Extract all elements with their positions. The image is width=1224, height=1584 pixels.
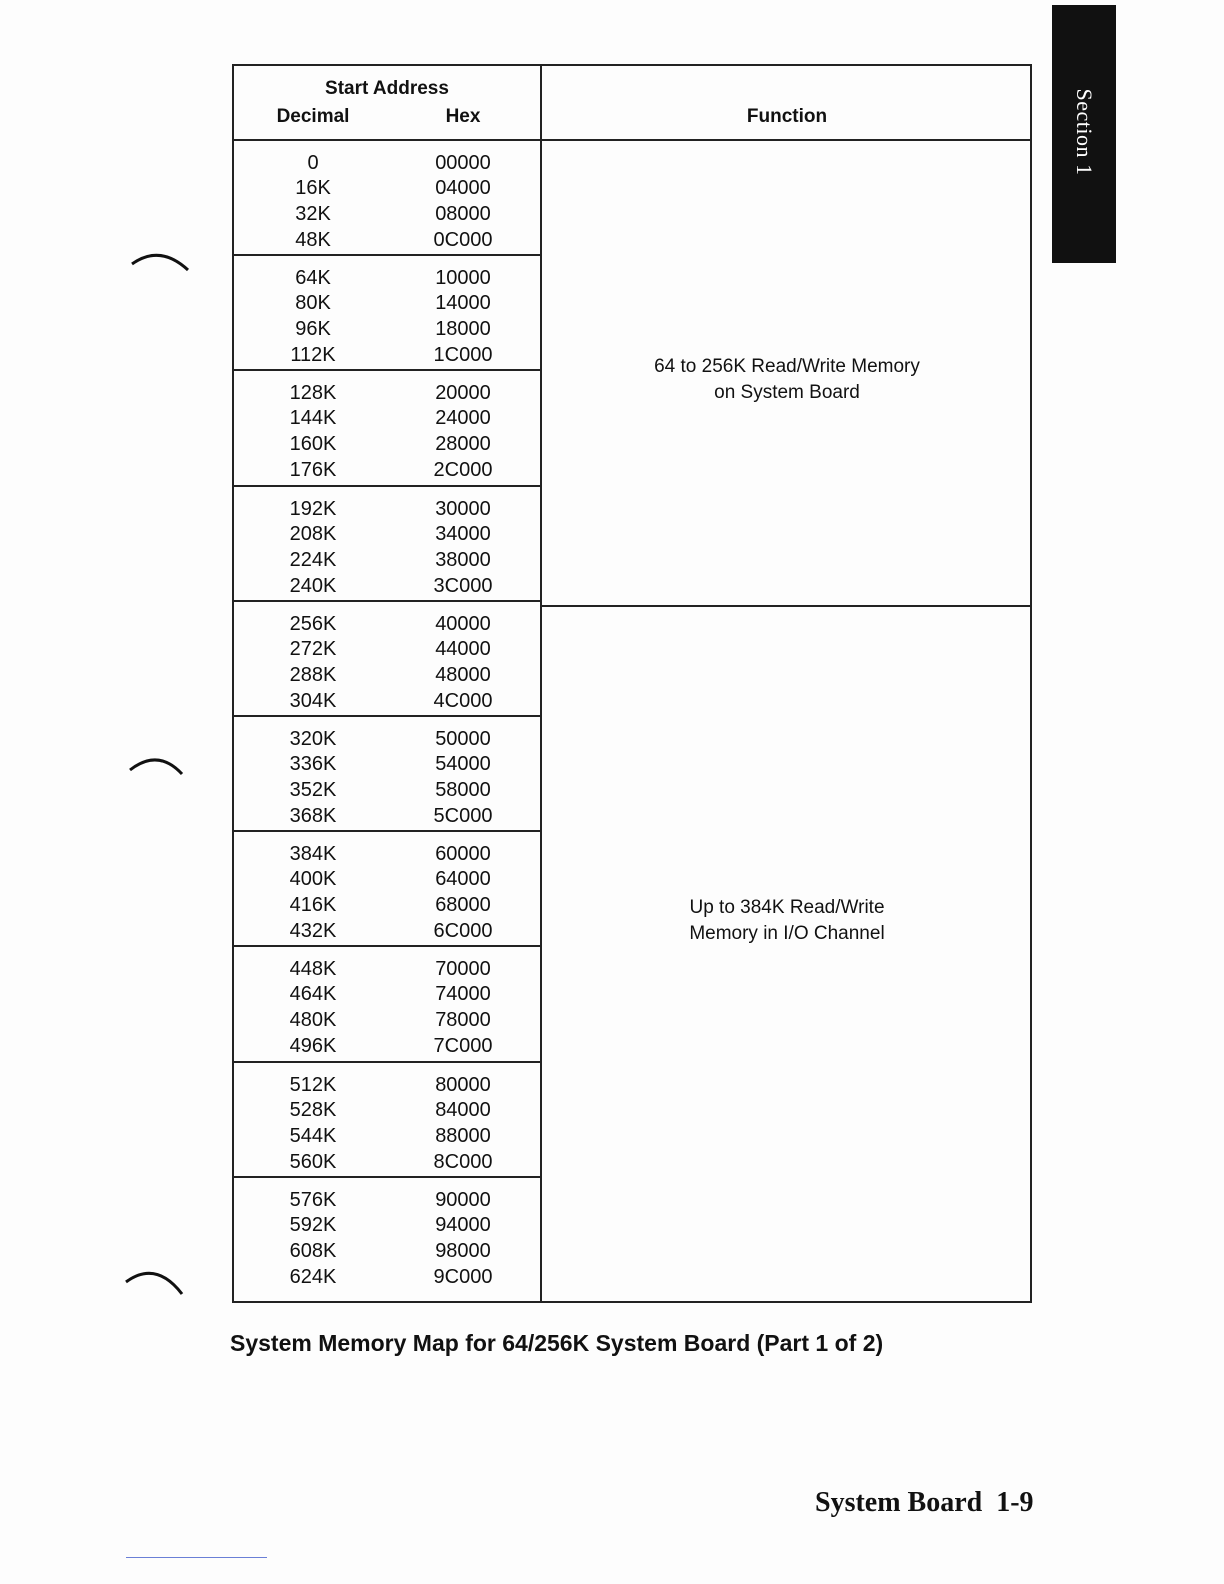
hex-cell: 3C000	[433, 574, 493, 597]
function-line: 64 to 256K Read/Write Memory	[654, 356, 920, 377]
decimal-cell: 464K	[289, 983, 337, 1006]
decimal-cell: 480K	[289, 1009, 337, 1032]
decimal-cell: 320K	[289, 728, 337, 750]
function-header: Function	[746, 106, 828, 127]
decimal-cell: 448K	[289, 958, 337, 981]
hex-cell: 94000	[435, 1213, 491, 1236]
decimal-cell: 352K	[289, 779, 337, 801]
figure-caption: System Memory Map for 64/256K System Board (Part 1 of 2)	[230, 1330, 884, 1356]
start-address-header: Start Address	[325, 78, 449, 99]
decimal-cell: 512K	[289, 1073, 337, 1096]
group-divider	[234, 485, 540, 487]
binder-hole-mark	[120, 242, 190, 282]
hex-cell: 2C000	[433, 459, 493, 482]
hex-cell: 64000	[435, 868, 491, 891]
group-divider	[234, 1061, 540, 1063]
group-divider	[234, 600, 540, 602]
hex-cell: 28000	[435, 433, 491, 456]
decimal-cell: 288K	[289, 663, 337, 686]
hex-cell: 30000	[435, 497, 491, 520]
decimal-cell: 608K	[289, 1239, 337, 1262]
decimal-cell: 400K	[289, 868, 337, 891]
hex-cell: 74000	[435, 983, 491, 1006]
hex-cell: 24000	[435, 407, 491, 430]
decimal-cell: 272K	[289, 637, 337, 660]
header-divider	[234, 139, 1030, 141]
decimal-cell: 32K	[295, 203, 331, 225]
decimal-cell: 0	[307, 152, 319, 174]
hex-cell: 88000	[435, 1124, 491, 1147]
decimal-cell: 128K	[289, 382, 337, 405]
decimal-cell: 592K	[289, 1213, 337, 1236]
function-system-board	[540, 354, 1034, 406]
group-divider	[234, 254, 540, 256]
hex-cell: 00000	[435, 152, 491, 174]
hex-cell: 5C000	[433, 805, 493, 827]
function-line: Up to 384K Read/Write	[689, 897, 885, 918]
decimal-cell: 432K	[289, 920, 337, 943]
function-line: on System Board	[714, 382, 860, 403]
function-io-channel	[540, 895, 1034, 947]
decimal-cell: 144K	[289, 407, 337, 430]
decimal-cell: 112K	[290, 344, 336, 367]
group-divider	[234, 369, 540, 371]
hex-cell: 38000	[435, 548, 491, 571]
binder-hole-mark	[120, 746, 190, 786]
hex-cell: 80000	[435, 1073, 491, 1096]
function-divider	[540, 605, 1030, 607]
decimal-cell: 576K	[289, 1188, 337, 1211]
hex-cell: 98000	[435, 1239, 491, 1262]
hex-cell: 68000	[435, 894, 491, 917]
hex-cell: 08000	[435, 203, 491, 225]
hex-cell: 60000	[435, 843, 491, 866]
group-divider	[234, 830, 540, 832]
hex-cell: 6C000	[433, 920, 493, 943]
hex-cell: 7C000	[433, 1035, 493, 1058]
decimal-cell: 336K	[289, 753, 337, 775]
page-footer	[815, 1487, 1034, 1519]
hex-cell: 0C000	[433, 229, 493, 251]
decimal-cell: 416K	[289, 894, 337, 917]
decimal-cell: 304K	[289, 689, 337, 712]
hex-cell: 58000	[435, 779, 491, 801]
function-line: Memory in I/O Channel	[689, 923, 885, 944]
hex-cell: 10000	[435, 267, 491, 290]
hex-cell: 54000	[435, 753, 491, 775]
hex-cell: 14000	[435, 292, 491, 315]
footer-title: System Board	[815, 1487, 983, 1518]
footer-rule	[126, 1557, 267, 1558]
decimal-cell: 368K	[289, 805, 337, 827]
hex-cell: 48000	[435, 663, 491, 686]
decimal-cell: 256K	[289, 612, 337, 635]
decimal-cell: 192K	[289, 497, 337, 520]
hex-cell: 9C000	[433, 1265, 493, 1288]
decimal-cell: 80K	[295, 292, 331, 315]
hex-cell: 4C000	[433, 689, 493, 712]
hex-cell: 8C000	[433, 1150, 493, 1173]
decimal-cell: 48K	[295, 229, 331, 251]
decimal-cell: 560K	[289, 1150, 337, 1173]
page-number: 1-9	[996, 1487, 1034, 1518]
decimal-cell: 384K	[289, 843, 337, 866]
hex-cell: 44000	[435, 637, 491, 660]
decimal-cell: 96K	[295, 318, 331, 341]
decimal-header: Decimal	[276, 106, 350, 127]
hex-cell: 78000	[435, 1009, 491, 1032]
decimal-cell: 544K	[289, 1124, 337, 1147]
section-tab-label: Section 1	[1072, 88, 1097, 176]
decimal-cell: 64K	[295, 267, 331, 290]
hex-cell: 1C000	[433, 344, 493, 367]
hex-cell: 40000	[435, 612, 491, 635]
decimal-cell: 528K	[289, 1098, 337, 1121]
column-divider	[540, 66, 542, 1301]
decimal-cell: 496K	[289, 1035, 337, 1058]
decimal-cell: 16K	[295, 177, 331, 199]
hex-cell: 34000	[435, 522, 491, 545]
decimal-cell: 160K	[289, 433, 337, 456]
hex-cell: 20000	[435, 382, 491, 405]
decimal-cell: 624K	[289, 1265, 337, 1288]
hex-cell: 04000	[435, 177, 491, 199]
hex-cell: 50000	[435, 728, 491, 750]
decimal-cell: 208K	[289, 522, 337, 545]
group-divider	[234, 945, 540, 947]
hex-cell: 90000	[435, 1188, 491, 1211]
group-divider	[234, 1176, 540, 1178]
hex-cell: 84000	[435, 1098, 491, 1121]
decimal-cell: 176K	[289, 459, 337, 482]
binder-hole-mark	[120, 1258, 190, 1298]
decimal-cell: 240K	[289, 574, 337, 597]
memory-map-table	[232, 64, 1032, 1303]
group-divider	[234, 715, 540, 717]
hex-header: Hex	[445, 106, 481, 127]
hex-cell: 70000	[435, 958, 491, 981]
decimal-cell: 224K	[289, 548, 337, 571]
hex-cell: 18000	[435, 318, 491, 341]
